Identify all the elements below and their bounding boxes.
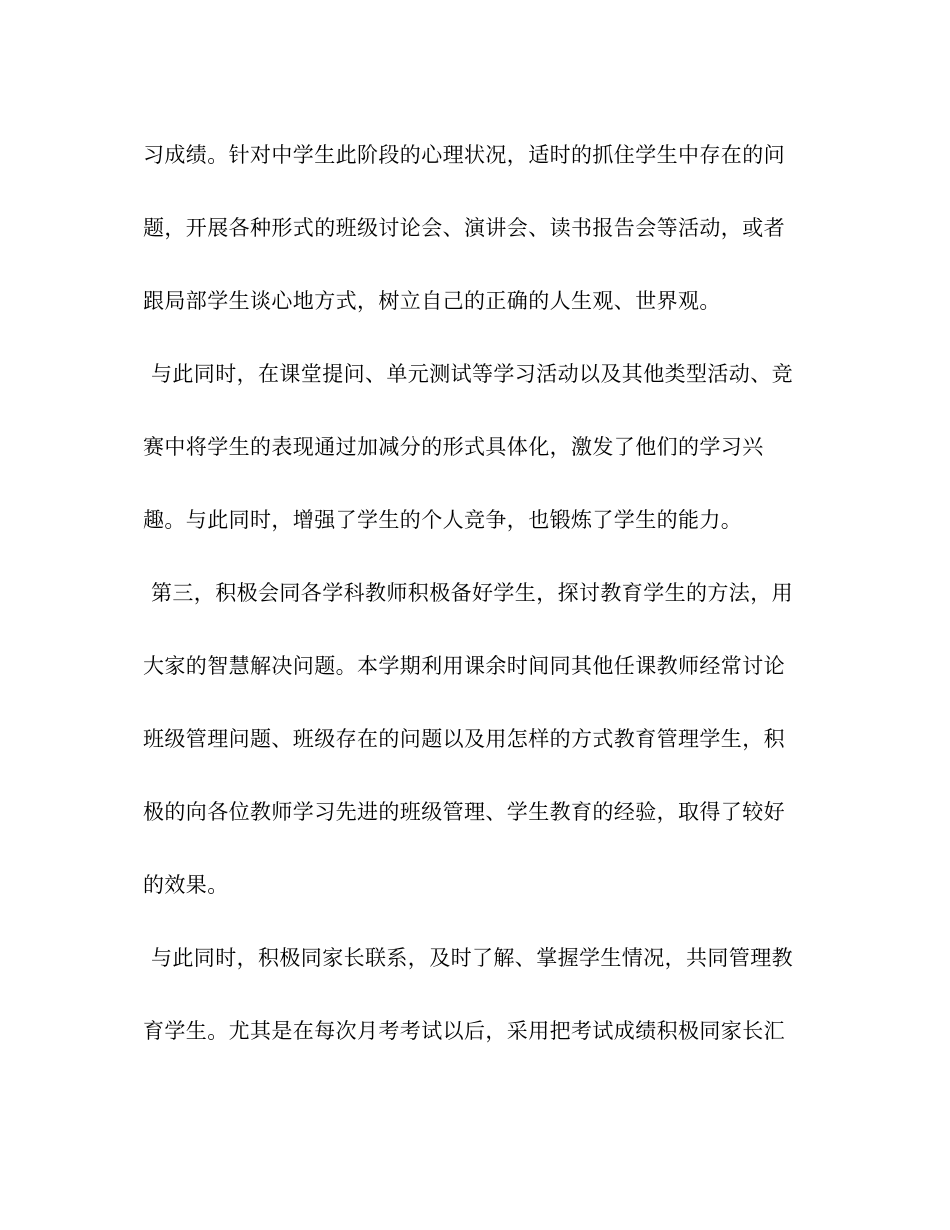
text-line: 趣。与此同时，增强了学生的个人竞争，也锻炼了学生的能力。 xyxy=(143,508,743,532)
text-line: 题，开展各种形式的班级讨论会、演讲会、读书报告会等活动，或者 xyxy=(143,216,785,240)
paragraph-start-line: 与此同时，在课堂提问、单元测试等学习活动以及其他类型活动、竞 xyxy=(151,362,793,386)
text-line: 赛中将学生的表现通过加减分的形式具体化，激发了他们的学习兴 xyxy=(143,435,764,459)
paragraph-start-line: 与此同时，积极同家长联系，及时了解、掌握学生情况，共同管理教 xyxy=(151,946,793,970)
text-line: 跟局部学生谈心地方式，树立自己的正确的人生观、世界观。 xyxy=(143,289,721,313)
text-line: 的效果。 xyxy=(143,873,229,897)
paragraph-start-line: 第三，积极会同各学科教师积极备好学生，探讨教育学生的方法，用 xyxy=(151,581,793,605)
text-line: 习成绩。针对中学生此阶段的心理状况，适时的抓住学生中存在的问 xyxy=(143,143,785,167)
text-line: 班级管理问题、班级存在的问题以及用怎样的方式教育管理学生，积 xyxy=(143,727,785,751)
text-line: 育学生。尤其是在每次月考考试以后，采用把考试成绩积极同家长汇 xyxy=(143,1019,785,1043)
text-line: 极的向各位教师学习先进的班级管理、学生教育的经验，取得了较好 xyxy=(143,800,785,824)
text-line: 大家的智慧解决问题。本学期利用课余时间同其他任课教师经常讨论 xyxy=(143,654,785,678)
